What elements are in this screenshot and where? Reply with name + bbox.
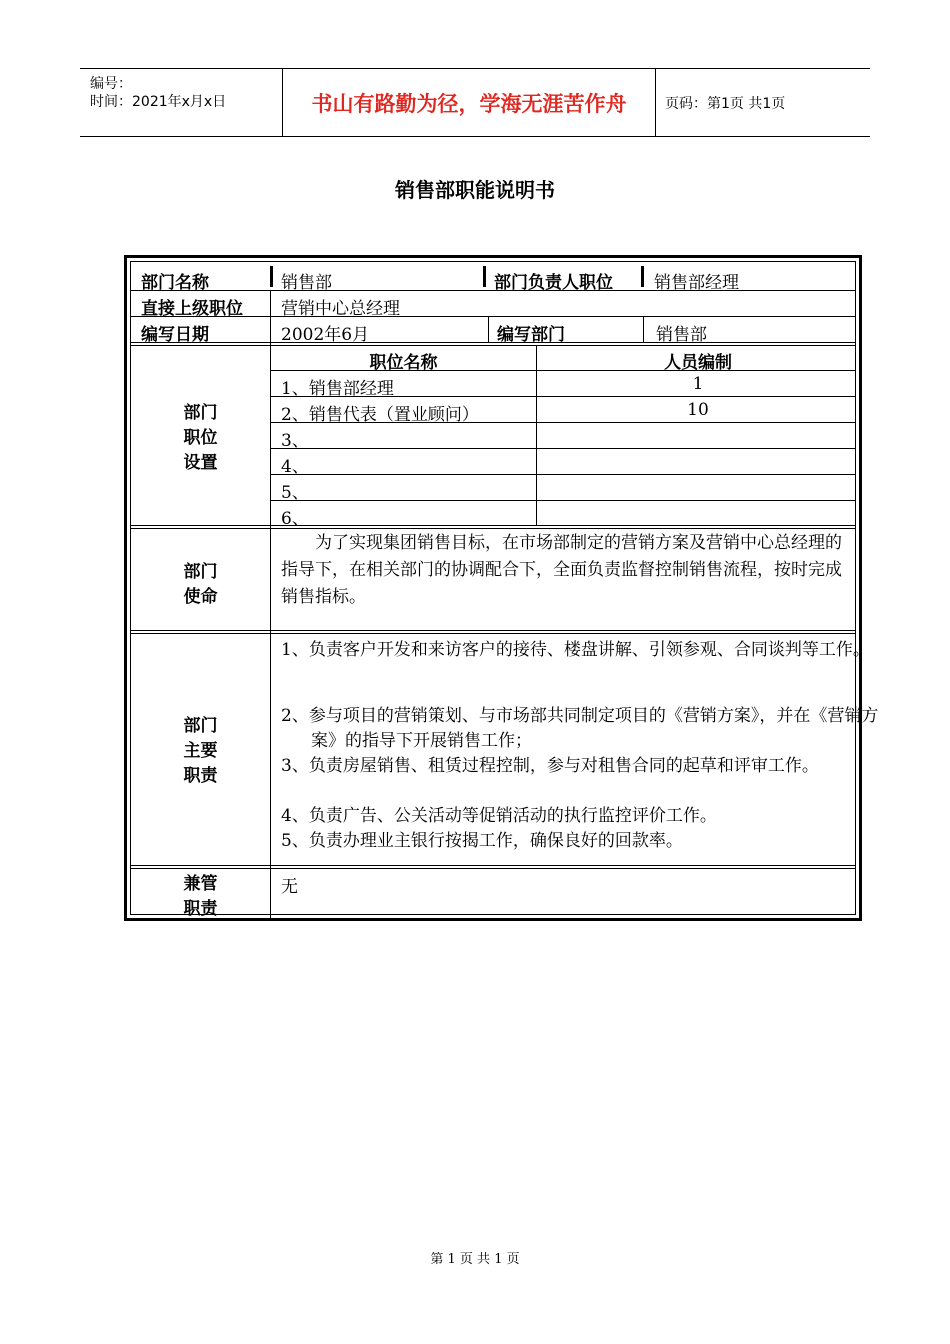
position-name: 5、 bbox=[281, 483, 309, 503]
row-divider bbox=[270, 500, 855, 501]
positions-label-line: 职位 bbox=[183, 428, 218, 448]
header-time: 时间：2021年x月x日 bbox=[90, 94, 227, 110]
cell-divider bbox=[483, 266, 486, 287]
superior-value: 营销中心总经理 bbox=[281, 299, 400, 319]
head-position-label: 部门负责人职位 bbox=[494, 273, 613, 293]
positions-label-line: 设置 bbox=[183, 453, 218, 473]
mission-label-line: 部门 bbox=[183, 562, 218, 582]
mission-section-label bbox=[131, 560, 270, 610]
duty-item: 3、负责房屋销售、租赁过程控制，参与对租售合同的起草和评审工作。 bbox=[281, 756, 819, 776]
header-meta bbox=[80, 69, 282, 136]
position-name: 1、销售部经理 bbox=[281, 379, 394, 399]
duty-item: 2、参与项目的营销策划、与市场部共同制定项目的《营销方案》，并在《营销方案》的指导下开展销售工作； bbox=[281, 706, 879, 751]
concurrent-section-label bbox=[131, 872, 270, 922]
cell-divider bbox=[643, 316, 644, 342]
superior-label: 直接上级职位 bbox=[141, 299, 243, 319]
header-page-number: 页码：第1页 共1页 bbox=[665, 95, 786, 112]
mission-label-line: 使命 bbox=[183, 587, 218, 607]
function-table bbox=[124, 255, 879, 921]
duties-label-line: 职责 bbox=[183, 766, 218, 786]
position-name: 3、 bbox=[281, 431, 309, 451]
date-value: 2002年6月 bbox=[281, 325, 370, 345]
head-position-value: 销售部经理 bbox=[654, 273, 739, 293]
dept-name-value: 销售部 bbox=[281, 273, 332, 293]
author-dept-value: 销售部 bbox=[656, 325, 707, 345]
position-name: 6、 bbox=[281, 509, 309, 529]
page-footer: 第 1 页 共 1 页 bbox=[430, 1252, 520, 1267]
positions-section-label bbox=[131, 401, 270, 476]
position-name: 2、销售代表（置业顾问） bbox=[281, 405, 479, 425]
row-divider bbox=[270, 370, 855, 371]
mission-text: 为了实现集团销售目标，在市场部制定的营销方案及营销中心总经理的指导下，在相关部门的协调配合下，全面负责监督控制销售流程，按时完成销售指标。 bbox=[281, 533, 842, 607]
duties-label-line: 部门 bbox=[183, 716, 218, 736]
position-count: 10 bbox=[687, 400, 709, 420]
cell-divider bbox=[270, 316, 271, 342]
header-motto: 书山有路勤为径，学海无涯苦作舟 bbox=[282, 69, 656, 136]
row-divider bbox=[131, 290, 855, 291]
page-header bbox=[80, 68, 870, 137]
position-name: 4、 bbox=[281, 457, 309, 477]
duty-item: 5、负责办理业主银行按揭工作，确保良好的回款率。 bbox=[281, 831, 683, 851]
dept-name-label: 部门名称 bbox=[141, 273, 209, 293]
row-divider bbox=[270, 448, 855, 449]
duty-item: 4、负责广告、公关活动等促销活动的执行监控评价工作。 bbox=[281, 806, 717, 826]
row-divider bbox=[270, 422, 855, 423]
document-title: 销售部职能说明书 bbox=[395, 178, 555, 202]
cell-divider bbox=[270, 290, 271, 316]
row-divider bbox=[131, 316, 855, 317]
headcount-col-header: 人员编制 bbox=[664, 353, 732, 373]
header-number: 编号： bbox=[90, 76, 132, 92]
concurrent-value: 无 bbox=[281, 877, 298, 897]
section-divider bbox=[131, 865, 855, 869]
date-label: 编写日期 bbox=[141, 325, 209, 345]
row-divider bbox=[131, 342, 855, 346]
positions-label-line: 部门 bbox=[183, 403, 218, 423]
section-divider bbox=[131, 525, 855, 529]
row-divider bbox=[270, 474, 855, 475]
cell-divider bbox=[641, 266, 644, 287]
position-col-header: 职位名称 bbox=[369, 353, 438, 373]
concurrent-label-line: 兼管 bbox=[183, 874, 218, 894]
duties-label-line: 主要 bbox=[183, 741, 218, 761]
concurrent-label-line: 职责 bbox=[183, 899, 218, 919]
author-dept-label: 编写部门 bbox=[497, 325, 565, 345]
position-count: 1 bbox=[692, 374, 704, 394]
table-inner-border bbox=[130, 261, 879, 919]
duties-section-label bbox=[131, 714, 270, 789]
row-divider bbox=[270, 396, 855, 397]
cell-divider bbox=[270, 266, 273, 287]
cell-divider bbox=[488, 316, 489, 342]
duty-item: 1、负责客户开发和来访客户的接待、楼盘讲解、引领参观、合同谈判等工作。 bbox=[281, 640, 870, 660]
